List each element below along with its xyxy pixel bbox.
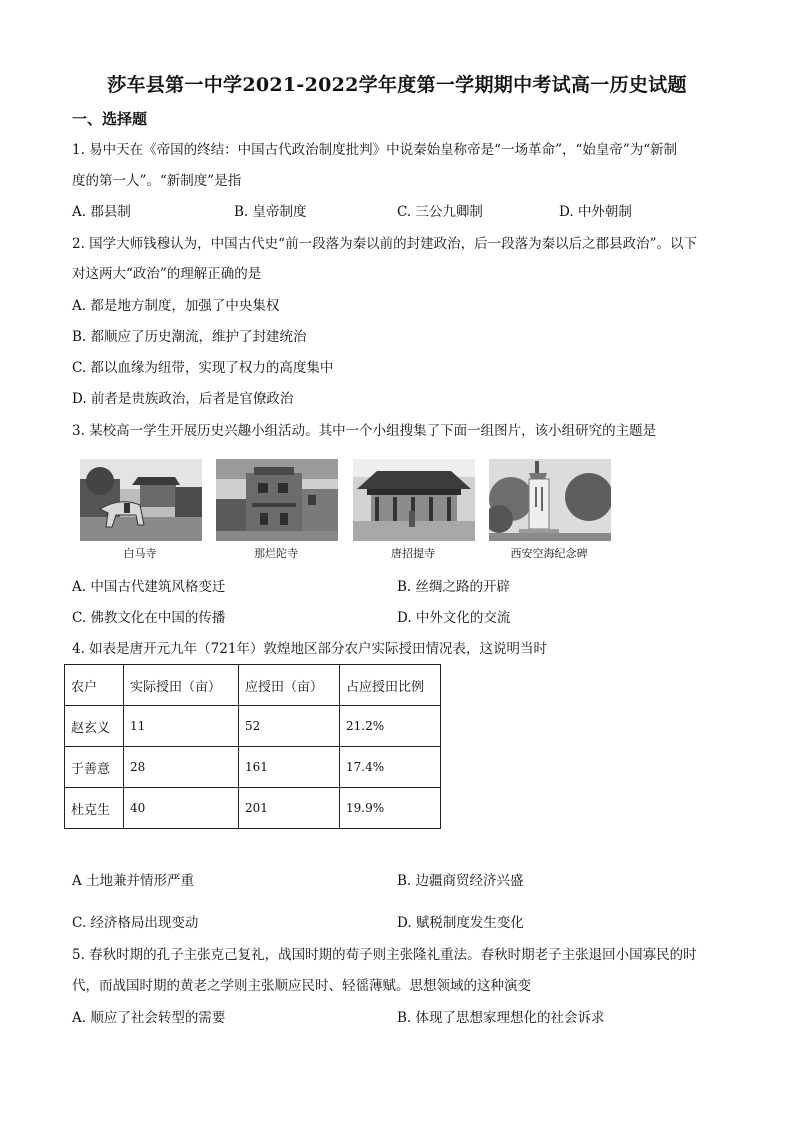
caption-baima-temple: 白马寺 bbox=[123, 547, 157, 560]
q5-stem-line2: 代，而战国时期的黄老之学则主张顺应民时、轻徭薄赋。思想领域的这种演变 bbox=[72, 978, 531, 994]
table-cell: 11 bbox=[124, 706, 239, 747]
table-header-cell: 应授田（亩） bbox=[239, 665, 340, 706]
caption-kukai-monument: 西安空海纪念碑 bbox=[510, 547, 588, 560]
q2-stem-line1: 2. 国学大师钱穆认为，中国古代史“前一段落为秦以前的封建政治，后一段落为秦以后之郡县政治”。以下 bbox=[72, 236, 697, 252]
table-row bbox=[65, 706, 441, 747]
photo-nalanda-temple bbox=[216, 459, 338, 541]
table-header-cell: 农户 bbox=[65, 665, 124, 706]
table-cell: 161 bbox=[239, 747, 340, 788]
photo-kukai-monument bbox=[489, 459, 611, 541]
table-cell: 杜克生 bbox=[65, 788, 124, 829]
q2-stem-line2: 对这两大“政治”的理解正确的是 bbox=[72, 266, 262, 282]
table-cell: 于善意 bbox=[65, 747, 124, 788]
q1-stem-line1: 1. 易中天在《帝国的终结：中国古代政治制度批判》中说秦始皇称帝是“一场革命”，“始皇帝”为“新制 bbox=[72, 142, 678, 158]
q2-option-b: B. 都顺应了历史潮流，维护了封建统治 bbox=[72, 329, 307, 345]
q1-option-b: B. 皇帝制度 bbox=[234, 204, 307, 220]
q3-option-b: B. 丝绸之路的开辟 bbox=[397, 579, 511, 595]
q3-option-a: A. 中国古代建筑风格变迁 bbox=[72, 579, 226, 595]
page-title: 莎车县第一中学2021-2022学年度第一学期期中考试高一历史试题 bbox=[107, 74, 687, 96]
q2-option-d: D. 前者是贵族政治，后者是官僚政治 bbox=[72, 391, 294, 407]
q1-option-c: C. 三公九卿制 bbox=[397, 204, 483, 220]
q1-stem-line2: 度的第一人”。“新制度”是指 bbox=[72, 173, 242, 189]
q5-option-b: B. 体现了思想家理想化的社会诉求 bbox=[397, 1010, 605, 1026]
q4-option-d: D. 赋税制度发生变化 bbox=[397, 915, 524, 931]
q5-stem-line1: 5. 春秋时期的孔子主张克己复礼，战国时期的荀子则主张隆礼重法。春秋时期老子主张退回小国寡民的时 bbox=[72, 947, 697, 963]
land-allocation-table bbox=[64, 664, 441, 829]
table-cell: 赵玄义 bbox=[65, 706, 124, 747]
table-cell: 52 bbox=[239, 706, 340, 747]
q3-option-c: C. 佛教文化在中国的传播 bbox=[72, 610, 226, 626]
table-cell: 40 bbox=[124, 788, 239, 829]
table-cell: 28 bbox=[124, 747, 239, 788]
table-cell: 17.4% bbox=[340, 747, 441, 788]
q3-stem-line1: 3. 某校高一学生开展历史兴趣小组活动。其中一个小组搜集了下面一组图片，该小组研究的主题是 bbox=[72, 423, 657, 439]
q1-option-d: D. 中外朝制 bbox=[559, 204, 632, 220]
caption-nalanda-temple: 那烂陀寺 bbox=[254, 547, 298, 560]
q4-option-a: A 土地兼并情形严重 bbox=[72, 873, 195, 889]
q3-option-d: D. 中外文化的交流 bbox=[397, 610, 511, 626]
table-cell: 201 bbox=[239, 788, 340, 829]
table-cell: 21.2% bbox=[340, 706, 441, 747]
q1-option-a: A. 郡县制 bbox=[72, 204, 131, 220]
q5-option-a: A. 顺应了社会转型的需要 bbox=[72, 1010, 226, 1026]
photo-baima-temple bbox=[80, 459, 202, 541]
q2-option-c: C. 都以血缘为纽带，实现了权力的高度集中 bbox=[72, 360, 334, 376]
photo-toshodaiji-temple bbox=[353, 459, 475, 541]
table-row bbox=[65, 788, 441, 829]
q2-option-a: A. 都是地方制度，加强了中央集权 bbox=[72, 298, 280, 314]
table-row bbox=[65, 747, 441, 788]
table-header-row bbox=[65, 665, 441, 706]
caption-toshodaiji-temple: 唐招提寺 bbox=[391, 547, 435, 560]
table-header-cell: 占应授田比例 bbox=[340, 665, 441, 706]
q4-option-b: B. 边疆商贸经济兴盛 bbox=[397, 873, 524, 889]
table-cell: 19.9% bbox=[340, 788, 441, 829]
q4-stem-line1: 4. 如表是唐开元九年（721年）敦煌地区部分农户实际授田情况表，这说明当时 bbox=[72, 641, 547, 657]
section-heading: 一、选择题 bbox=[72, 110, 148, 128]
q4-option-c: C. 经济格局出现变动 bbox=[72, 915, 199, 931]
table-header-cell: 实际授田（亩） bbox=[124, 665, 239, 706]
